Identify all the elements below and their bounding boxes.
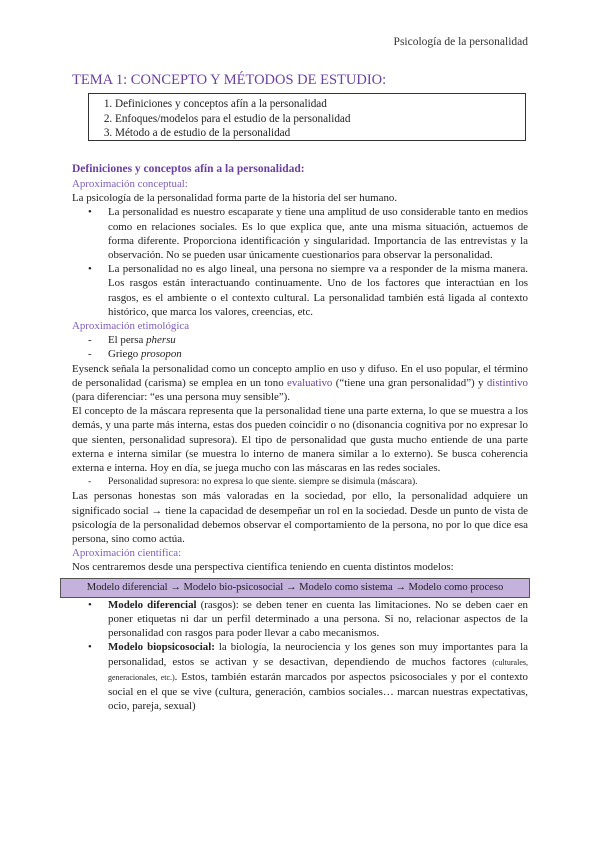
- list-item: • Modelo biopsicosocial: la biología, la neurociencia y los genes son muy importantes para la personalidad, estos se activan y se desactivan, dependiendo de muchos factores (culturales, generacionales, etc.). Estos, también estarán marcados por aspectos psicosociales y por el contexto social en el que se vive (cultura, generación, cambios sociales… marcan nuestras expectativas, ocio, pareja, sexual): [108, 640, 528, 713]
- toc-item: 3. Método a de estudio de la personalidad: [115, 126, 525, 141]
- list-item: • La personalidad no es algo lineal, una persona no siempre va a responder de la misma manera. Los rasgos están interactuando continuamente. Uno de los factores que interactúan en los rasgos, es el ambiente o el contexto cultural. La personalidad también está ligada al contexto histórico, que marca los valores, creencias, etc.: [108, 262, 528, 319]
- paragraph-scientific-intro: Nos centraremos desde una perspectiva científica teniendo en cuenta distintos modelos:: [72, 561, 454, 574]
- paragraph-mask: El concepto de la máscara representa que la personalidad tiene una parte externa, lo que se muestra a los demás, y una parte más interna, estas dos pueden coincidir o no (disonancia cognitiva por no expresar lo que sienten, personalidad supresora). El tipo de personalidad que gusta mucho entiende de una parte externa e interna similar (se muestra lo interno de manera similar a lo externo). Se busca coherencia externa e interna. Hoy en día, se juega mucho con las máscaras en las redes sociales.: [72, 405, 528, 475]
- running-header: Psicología de la personalidad: [393, 36, 528, 48]
- bullet-list: [72, 205, 528, 319]
- subheading-scientific: Aproximación científica:: [72, 547, 182, 560]
- section-heading: Definiciones y conceptos afín a la personalidad:: [72, 163, 305, 175]
- supresora-list: [72, 475, 528, 489]
- page-title: TEMA 1: CONCEPTO Y MÉTODOS DE ESTUDIO:: [72, 72, 387, 88]
- models-box: Modelo diferencial → Modelo bio-psicosocial → Modelo como sistema → Modelo como proceso: [60, 578, 530, 598]
- list-item: - Griego prosopon: [108, 347, 528, 361]
- paragraph-eysenck: Eysenck señala la personalidad como un concepto amplio en uso y difuso. En el uso popular, el término de personalidad (carisma) se emplea en un tono evaluativo (“tiene una gran personalidad”) y distintivo (para diferenciar: “es una persona muy sensible”).: [72, 362, 528, 404]
- toc-item: 2. Enfoques/modelos para el estudio de la personalidad: [115, 112, 525, 127]
- paragraph-intro: La psicología de la personalidad forma parte de la historia del ser humano.: [72, 192, 398, 205]
- list-item: - Personalidad supresora: no expresa lo que siente. siempre se disimula (máscara).: [108, 475, 528, 489]
- toc-item: 1. Definiciones y conceptos afín a la personalidad: [115, 97, 525, 112]
- document-body: [72, 162, 528, 713]
- subheading-conceptual: Aproximación conceptual:: [72, 178, 188, 190]
- list-item: - El persa phersu: [108, 333, 528, 347]
- list-item: • Modelo diferencial (rasgos): se deben tener en cuenta las limitaciones. No se deben caer en poner etiquetas ni dar un perfil determinado a una persona. Si no, relacionar aspectos de la personalidad con rasgos para poder llevar a cabo mecanismos.: [108, 598, 528, 641]
- models-list: [72, 598, 528, 714]
- list-item: • La personalidad es nuestro escaparate y tiene una amplitud de uso considerable tanto en medios como en relaciones sociales. Es lo que explica que, ante una misma situación, actuemos de forma diferente. Proporciona identificación y singularidad. Importancia de las entrevistas y la observación. No se pueden usar únicamente cuestionarios para observar la personalidad.: [108, 205, 528, 262]
- etymology-list: [72, 333, 528, 361]
- table-of-contents: [88, 93, 526, 141]
- subheading-etymological: Aproximación etimológica: [72, 320, 190, 333]
- paragraph-honest: Las personas honestas son más valoradas en la sociedad, por ello, la personalidad adquiere un significado social → tiene la capacidad de desempeñar un rol en la sociedad. Desde un punto de vista de psicología de la personalidad debemos observar el comportamiento de la persona, no por lo que dice esa persona, sino como actúa.: [72, 490, 528, 546]
